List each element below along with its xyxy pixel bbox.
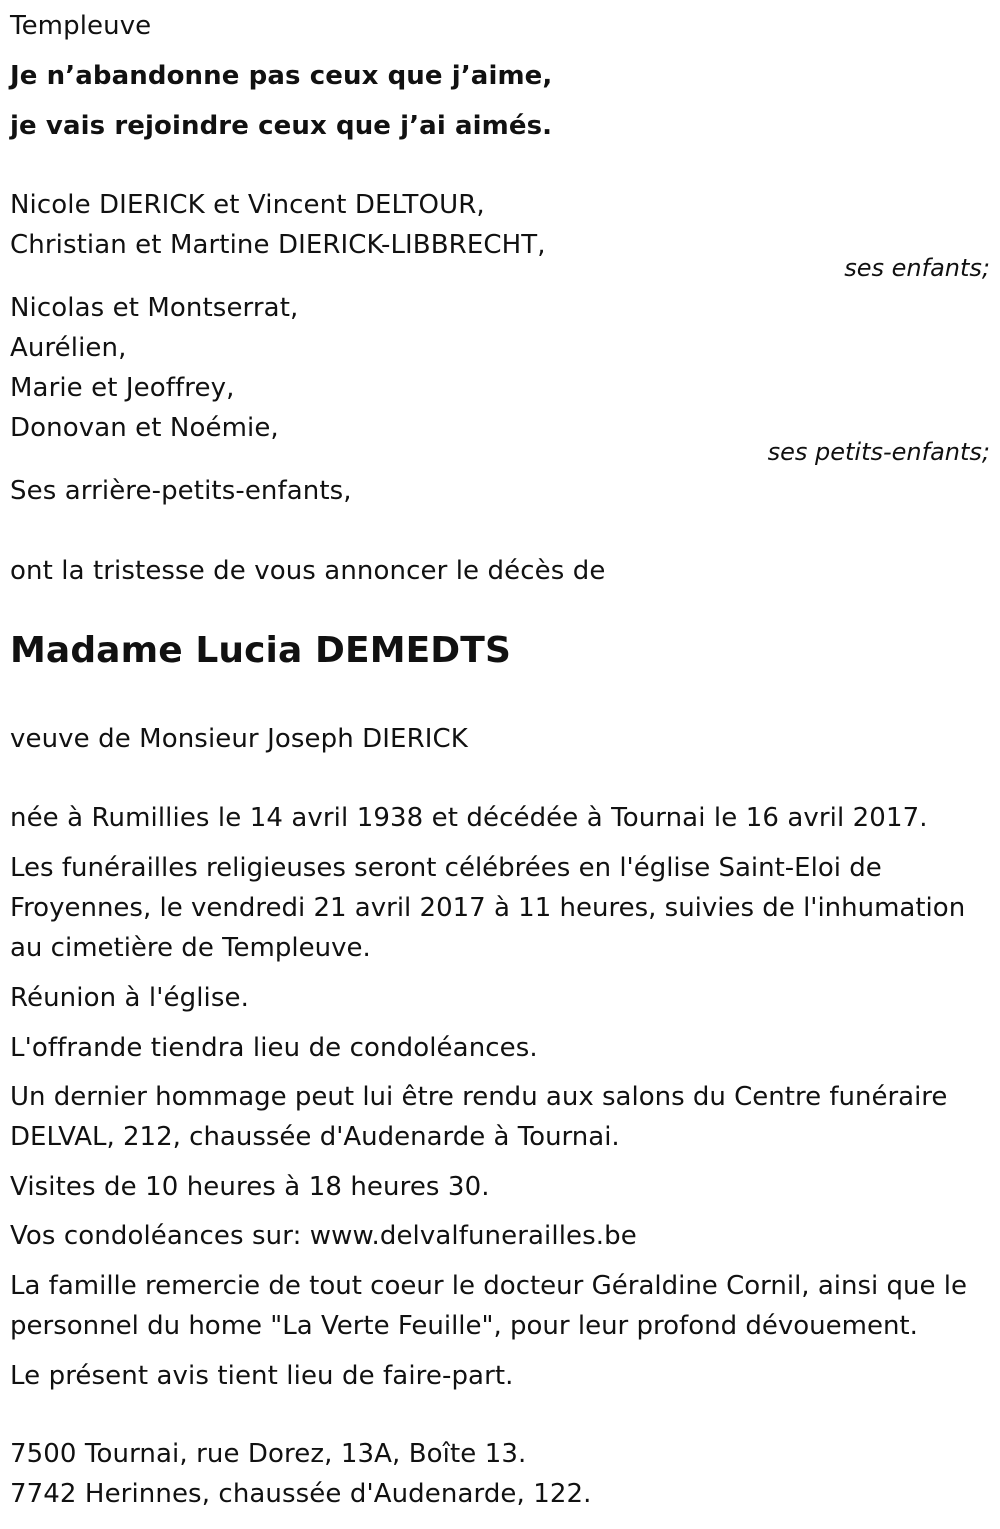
address-line: 7742 Herinnes, chaussée d'Audenarde, 122. bbox=[10, 1479, 592, 1509]
grandchild-name: Donovan et Noémie, bbox=[10, 413, 279, 443]
location-header: Templeuve bbox=[10, 11, 152, 41]
meeting-text: Réunion à l'église. bbox=[10, 983, 249, 1013]
child-name: Nicole DIERICK et Vincent DELTOUR, bbox=[10, 190, 485, 220]
funeral-text: Les funérailles religieuses seront célébrées en l'église Saint-Eloi de Froyennes, le vendredi 21 avril 2017 à 11 heures, suivies de l'inhumation au cimetière de Templeuve. bbox=[10, 853, 966, 963]
grandchildren-label: ses petits-enfants; bbox=[767, 438, 990, 466]
announcement-text: ont la tristesse de vous annoncer le décès de bbox=[10, 556, 606, 586]
condolences-text: Vos condoléances sur: www.delvalfunerailles.be bbox=[10, 1221, 637, 1251]
address-line: 7500 Tournai, rue Dorez, 13A, Boîte 13. bbox=[10, 1439, 527, 1469]
great-grandchildren: Ses arrière-petits-enfants, bbox=[10, 476, 352, 506]
children-label: ses enfants; bbox=[844, 254, 990, 282]
notice-text: Le présent avis tient lieu de faire-part. bbox=[10, 1361, 514, 1391]
thanks-text: La famille remercie de tout coeur le docteur Géraldine Cornil, ainsi que le personnel du home "La Verte Feuille", pour leur profond dévouement. bbox=[10, 1271, 967, 1341]
offering-text: L'offrande tiendra lieu de condoléances. bbox=[10, 1033, 538, 1063]
deceased-name: Madame Lucia DEMEDTS bbox=[10, 630, 511, 671]
quote-line-2: je vais rejoindre ceux que j’ai aimés. bbox=[10, 111, 553, 141]
visits-text: Visites de 10 heures à 18 heures 30. bbox=[10, 1172, 490, 1202]
grandchild-name: Marie et Jeoffrey, bbox=[10, 373, 235, 403]
grandchild-name: Aurélien, bbox=[10, 333, 127, 363]
child-name: Christian et Martine DIERICK-LIBBRECHT, bbox=[10, 230, 546, 260]
birth-death-text: née à Rumillies le 14 avril 1938 et décédée à Tournai le 16 avril 2017. bbox=[10, 803, 928, 833]
spouse-text: veuve de Monsieur Joseph DIERICK bbox=[10, 724, 468, 754]
grandchild-name: Nicolas et Montserrat, bbox=[10, 293, 299, 323]
tribute-text: Un dernier hommage peut lui être rendu aux salons du Centre funéraire DELVAL, 212, chaussée d'Audenarde à Tournai. bbox=[10, 1082, 948, 1152]
quote-line-1: Je n’abandonne pas ceux que j’aime, bbox=[10, 61, 553, 91]
